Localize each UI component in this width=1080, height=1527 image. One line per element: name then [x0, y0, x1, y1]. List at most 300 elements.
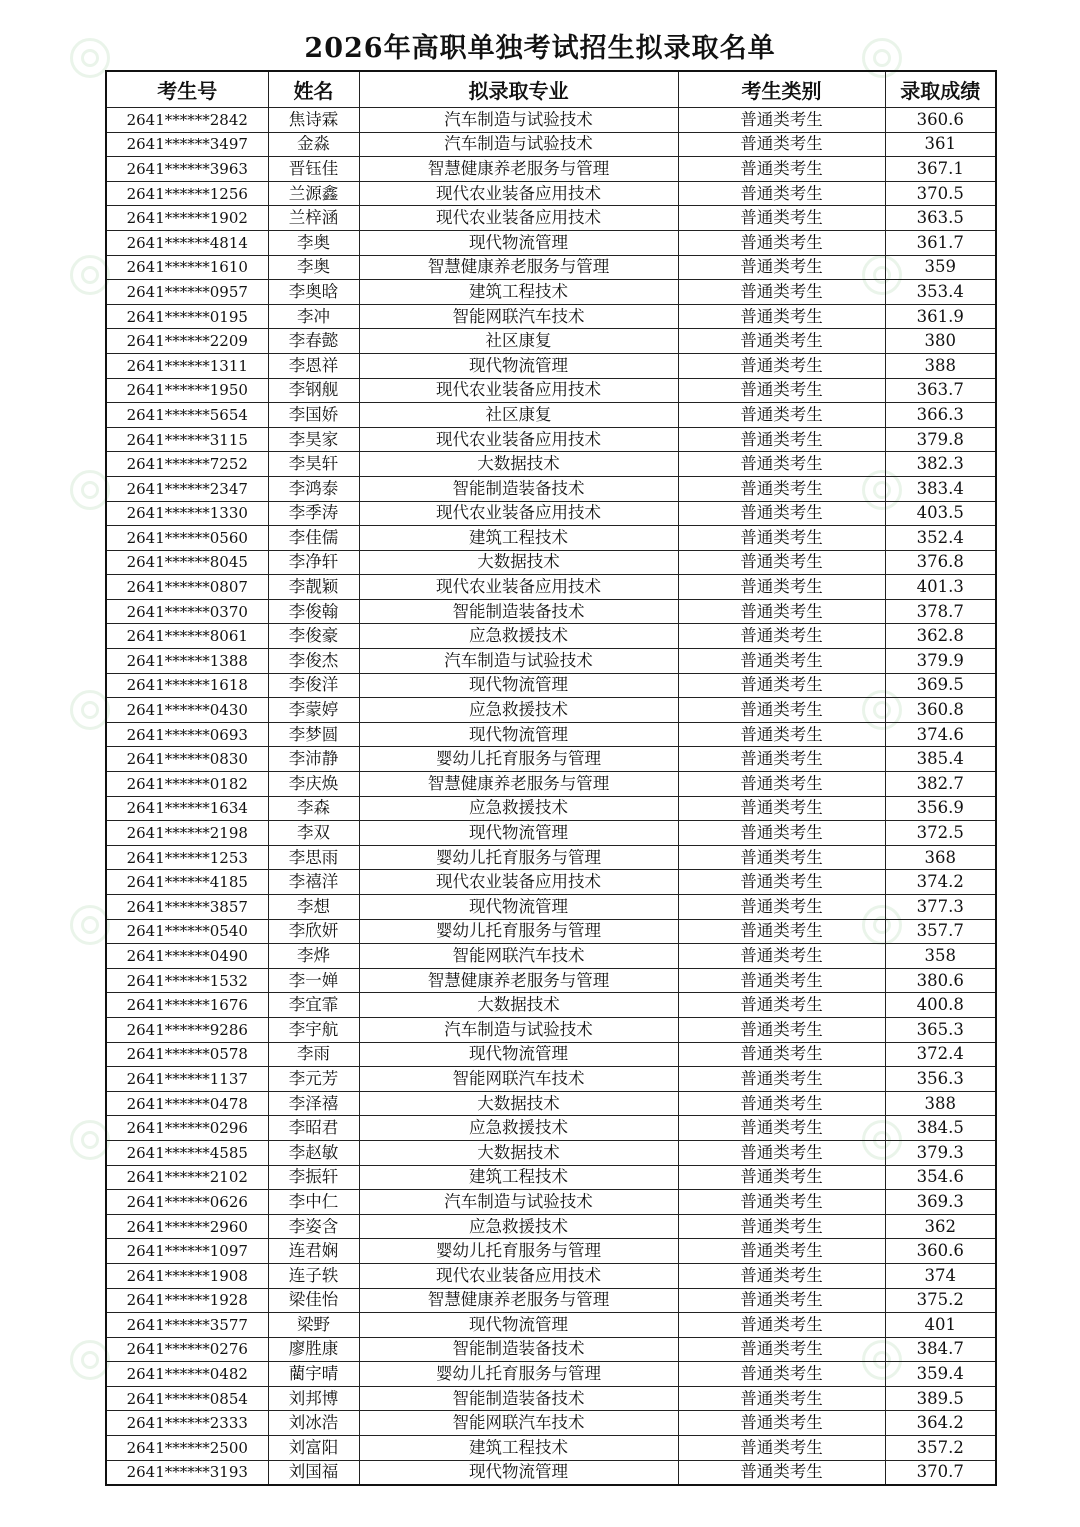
- score-cell: 370.7: [885, 1460, 996, 1485]
- major-cell: 婴幼儿托育服务与管理: [359, 845, 678, 870]
- score-cell: 367.1: [885, 157, 996, 182]
- category-cell: 普通类考生: [678, 230, 885, 255]
- major-cell: 智慧健康养老服务与管理: [359, 157, 678, 182]
- watermark-logo-icon: [70, 1120, 110, 1160]
- score-cell: 356.3: [885, 1067, 996, 1092]
- category-cell: 普通类考生: [678, 919, 885, 944]
- exam-number-cell: 2641******1097: [106, 1239, 268, 1264]
- category-cell: 普通类考生: [678, 1460, 885, 1485]
- score-cell: 379.3: [885, 1140, 996, 1165]
- major-cell: 智慧健康养老服务与管理: [359, 968, 678, 993]
- page-title: 2026年高职单独考试招生拟录取名单: [304, 33, 776, 64]
- name-cell: 李奥晗: [268, 280, 359, 305]
- name-cell: 连子轶: [268, 1263, 359, 1288]
- exam-number-cell: 2641******1950: [106, 378, 268, 403]
- score-cell: 375.2: [885, 1288, 996, 1313]
- score-cell: 369.5: [885, 673, 996, 698]
- exam-number-cell: 2641******4585: [106, 1140, 268, 1165]
- score-cell: 379.9: [885, 649, 996, 674]
- category-cell: 普通类考生: [678, 673, 885, 698]
- major-cell: 智能网联汽车技术: [359, 944, 678, 969]
- table-row: [106, 1239, 996, 1264]
- category-cell: 普通类考生: [678, 476, 885, 501]
- score-cell: 365.3: [885, 1017, 996, 1042]
- score-cell: 361.7: [885, 230, 996, 255]
- admission-table: [105, 70, 997, 1486]
- major-cell: 现代物流管理: [359, 673, 678, 698]
- table-row: [106, 501, 996, 526]
- major-cell: 智慧健康养老服务与管理: [359, 772, 678, 797]
- table-row: [106, 280, 996, 305]
- name-cell: 廖胜康: [268, 1337, 359, 1362]
- score-cell: 384.7: [885, 1337, 996, 1362]
- exam-number-cell: 2641******0830: [106, 747, 268, 772]
- category-cell: 普通类考生: [678, 501, 885, 526]
- table-row: [106, 132, 996, 157]
- exam-number-cell: 2641******0540: [106, 919, 268, 944]
- table-row: [106, 1337, 996, 1362]
- category-cell: 普通类考生: [678, 1362, 885, 1387]
- exam-number-cell: 2641******0957: [106, 280, 268, 305]
- score-cell: 361.9: [885, 304, 996, 329]
- name-cell: 兰梓涵: [268, 206, 359, 231]
- major-cell: 现代物流管理: [359, 230, 678, 255]
- major-cell: 智能制造装备技术: [359, 1337, 678, 1362]
- table-row: [106, 1214, 996, 1239]
- name-cell: 兰源鑫: [268, 181, 359, 206]
- exam-number-cell: 2641******0478: [106, 1091, 268, 1116]
- major-cell: 现代农业装备应用技术: [359, 501, 678, 526]
- table-row: [106, 1386, 996, 1411]
- name-cell: 李烨: [268, 944, 359, 969]
- table-row: [106, 304, 996, 329]
- category-cell: 普通类考生: [678, 772, 885, 797]
- category-cell: 普通类考生: [678, 157, 885, 182]
- table-row: [106, 870, 996, 895]
- category-cell: 普通类考生: [678, 1214, 885, 1239]
- category-cell: 普通类考生: [678, 722, 885, 747]
- name-cell: 李春懿: [268, 329, 359, 354]
- category-cell: 普通类考生: [678, 206, 885, 231]
- major-cell: 现代物流管理: [359, 895, 678, 920]
- major-cell: 应急救援技术: [359, 1116, 678, 1141]
- category-cell: 普通类考生: [678, 1165, 885, 1190]
- category-cell: 普通类考生: [678, 452, 885, 477]
- exam-number-cell: 2641******2347: [106, 476, 268, 501]
- table-row: [106, 1362, 996, 1387]
- category-cell: 普通类考生: [678, 526, 885, 551]
- score-cell: 382.3: [885, 452, 996, 477]
- score-cell: 383.4: [885, 476, 996, 501]
- table-row: [106, 821, 996, 846]
- name-cell: 李国娇: [268, 403, 359, 428]
- name-cell: 李泽禧: [268, 1091, 359, 1116]
- category-cell: 普通类考生: [678, 1017, 885, 1042]
- score-cell: 376.8: [885, 550, 996, 575]
- major-cell: 智能制造装备技术: [359, 1386, 678, 1411]
- score-cell: 370.5: [885, 181, 996, 206]
- major-cell: 现代物流管理: [359, 1313, 678, 1338]
- table-row: [106, 1436, 996, 1461]
- score-cell: 361: [885, 132, 996, 157]
- name-cell: 李赵敏: [268, 1140, 359, 1165]
- major-cell: 应急救援技术: [359, 796, 678, 821]
- table-row: [106, 1313, 996, 1338]
- category-cell: 普通类考生: [678, 845, 885, 870]
- table-row: [106, 968, 996, 993]
- major-cell: 现代物流管理: [359, 722, 678, 747]
- category-cell: 普通类考生: [678, 698, 885, 723]
- score-cell: 379.8: [885, 427, 996, 452]
- score-cell: 359.4: [885, 1362, 996, 1387]
- name-cell: 李中仁: [268, 1190, 359, 1215]
- major-cell: 大数据技术: [359, 550, 678, 575]
- exam-number-cell: 2641******1928: [106, 1288, 268, 1313]
- table-row: [106, 944, 996, 969]
- score-cell: 400.8: [885, 993, 996, 1018]
- major-cell: 应急救援技术: [359, 698, 678, 723]
- major-cell: 应急救援技术: [359, 1214, 678, 1239]
- score-cell: 380: [885, 329, 996, 354]
- name-cell: 李双: [268, 821, 359, 846]
- name-cell: 李禧洋: [268, 870, 359, 895]
- table-row: [106, 919, 996, 944]
- table-row: [106, 353, 996, 378]
- name-cell: 李昊轩: [268, 452, 359, 477]
- major-cell: 智能网联汽车技术: [359, 304, 678, 329]
- table-row: [106, 181, 996, 206]
- name-cell: 李一婵: [268, 968, 359, 993]
- category-cell: 普通类考生: [678, 1067, 885, 1092]
- table-row: [106, 624, 996, 649]
- major-cell: 汽车制造与试验技术: [359, 108, 678, 133]
- exam-number-cell: 2641******1256: [106, 181, 268, 206]
- score-cell: 360.6: [885, 1239, 996, 1264]
- major-cell: 智能制造装备技术: [359, 476, 678, 501]
- name-cell: 刘邦博: [268, 1386, 359, 1411]
- name-cell: 李俊洋: [268, 673, 359, 698]
- header-name: 姓名: [268, 71, 359, 108]
- exam-number-cell: 2641******0693: [106, 722, 268, 747]
- major-cell: 智能制造装备技术: [359, 599, 678, 624]
- table-row: [106, 698, 996, 723]
- major-cell: 建筑工程技术: [359, 280, 678, 305]
- score-cell: 374.6: [885, 722, 996, 747]
- major-cell: 汽车制造与试验技术: [359, 132, 678, 157]
- category-cell: 普通类考生: [678, 1411, 885, 1436]
- major-cell: 婴幼儿托育服务与管理: [359, 919, 678, 944]
- category-cell: 普通类考生: [678, 993, 885, 1018]
- table-row: [106, 1411, 996, 1436]
- name-cell: 李俊豪: [268, 624, 359, 649]
- table-row: [106, 427, 996, 452]
- score-cell: 362.8: [885, 624, 996, 649]
- table-row: [106, 1017, 996, 1042]
- exam-number-cell: 2641******2333: [106, 1411, 268, 1436]
- score-cell: 357.2: [885, 1436, 996, 1461]
- name-cell: 李昭君: [268, 1116, 359, 1141]
- category-cell: 普通类考生: [678, 895, 885, 920]
- exam-number-cell: 2641******4185: [106, 870, 268, 895]
- category-cell: 普通类考生: [678, 255, 885, 280]
- category-cell: 普通类考生: [678, 649, 885, 674]
- table-row: [106, 599, 996, 624]
- exam-number-cell: 2641******2960: [106, 1214, 268, 1239]
- header-major: 拟录取专业: [359, 71, 678, 108]
- table-row: [106, 476, 996, 501]
- category-cell: 普通类考生: [678, 1042, 885, 1067]
- watermark-logo-icon: [70, 255, 110, 295]
- table-row: [106, 1460, 996, 1485]
- category-cell: 普通类考生: [678, 944, 885, 969]
- category-cell: 普通类考生: [678, 378, 885, 403]
- major-cell: 现代物流管理: [359, 821, 678, 846]
- name-cell: 李振轩: [268, 1165, 359, 1190]
- major-cell: 社区康复: [359, 329, 678, 354]
- name-cell: 李元芳: [268, 1067, 359, 1092]
- exam-number-cell: 2641******8061: [106, 624, 268, 649]
- category-cell: 普通类考生: [678, 796, 885, 821]
- exam-number-cell: 2641******5654: [106, 403, 268, 428]
- header-category: 考生类别: [678, 71, 885, 108]
- exam-number-cell: 2641******0482: [106, 1362, 268, 1387]
- exam-number-cell: 2641******0490: [106, 944, 268, 969]
- score-cell: 360.6: [885, 108, 996, 133]
- name-cell: 李钢舰: [268, 378, 359, 403]
- category-cell: 普通类考生: [678, 575, 885, 600]
- major-cell: 智能网联汽车技术: [359, 1411, 678, 1436]
- name-cell: 刘冰浩: [268, 1411, 359, 1436]
- exam-number-cell: 2641******1908: [106, 1263, 268, 1288]
- score-cell: 384.5: [885, 1116, 996, 1141]
- category-cell: 普通类考生: [678, 132, 885, 157]
- exam-number-cell: 2641******1618: [106, 673, 268, 698]
- major-cell: 汽车制造与试验技术: [359, 649, 678, 674]
- major-cell: 现代农业装备应用技术: [359, 427, 678, 452]
- category-cell: 普通类考生: [678, 624, 885, 649]
- score-cell: 377.3: [885, 895, 996, 920]
- score-cell: 357.7: [885, 919, 996, 944]
- name-cell: 李庆焕: [268, 772, 359, 797]
- name-cell: 金淼: [268, 132, 359, 157]
- major-cell: 汽车制造与试验技术: [359, 1190, 678, 1215]
- exam-number-cell: 2641******1532: [106, 968, 268, 993]
- exam-number-cell: 2641******9286: [106, 1017, 268, 1042]
- score-cell: 388: [885, 353, 996, 378]
- exam-number-cell: 2641******4814: [106, 230, 268, 255]
- category-cell: 普通类考生: [678, 304, 885, 329]
- table-row: [106, 1042, 996, 1067]
- major-cell: 现代物流管理: [359, 353, 678, 378]
- major-cell: 建筑工程技术: [359, 526, 678, 551]
- score-cell: 360.8: [885, 698, 996, 723]
- exam-number-cell: 2641******1610: [106, 255, 268, 280]
- score-cell: 382.7: [885, 772, 996, 797]
- name-cell: 李宜霏: [268, 993, 359, 1018]
- table-row: [106, 255, 996, 280]
- exam-number-cell: 2641******1902: [106, 206, 268, 231]
- table-row: [106, 1067, 996, 1092]
- exam-number-cell: 2641******3193: [106, 1460, 268, 1485]
- table-row: [106, 845, 996, 870]
- score-cell: 374: [885, 1263, 996, 1288]
- category-cell: 普通类考生: [678, 1313, 885, 1338]
- major-cell: 社区康复: [359, 403, 678, 428]
- score-cell: 369.3: [885, 1190, 996, 1215]
- category-cell: 普通类考生: [678, 1140, 885, 1165]
- name-cell: 李俊翰: [268, 599, 359, 624]
- category-cell: 普通类考生: [678, 870, 885, 895]
- category-cell: 普通类考生: [678, 1288, 885, 1313]
- exam-number-cell: 2641******0560: [106, 526, 268, 551]
- score-cell: 363.5: [885, 206, 996, 231]
- exam-number-cell: 2641******2198: [106, 821, 268, 846]
- exam-number-cell: 2641******0430: [106, 698, 268, 723]
- table-row: [106, 575, 996, 600]
- exam-number-cell: 2641******0854: [106, 1386, 268, 1411]
- table-row: [106, 1288, 996, 1313]
- exam-number-cell: 2641******3115: [106, 427, 268, 452]
- exam-number-cell: 2641******1634: [106, 796, 268, 821]
- exam-number-cell: 2641******3857: [106, 895, 268, 920]
- name-cell: 李俊杰: [268, 649, 359, 674]
- watermark-logo-icon: [70, 1340, 110, 1380]
- score-cell: 368: [885, 845, 996, 870]
- table-row: [106, 108, 996, 133]
- major-cell: 现代物流管理: [359, 1042, 678, 1067]
- score-cell: 389.5: [885, 1386, 996, 1411]
- table-row: [106, 1116, 996, 1141]
- name-cell: 刘富阳: [268, 1436, 359, 1461]
- score-cell: 356.9: [885, 796, 996, 821]
- name-cell: 李宇航: [268, 1017, 359, 1042]
- score-cell: 380.6: [885, 968, 996, 993]
- name-cell: 李雨: [268, 1042, 359, 1067]
- name-cell: 李沛静: [268, 747, 359, 772]
- category-cell: 普通类考生: [678, 353, 885, 378]
- score-cell: 403.5: [885, 501, 996, 526]
- category-cell: 普通类考生: [678, 329, 885, 354]
- category-cell: 普通类考生: [678, 1386, 885, 1411]
- exam-number-cell: 2641******2842: [106, 108, 268, 133]
- major-cell: 建筑工程技术: [359, 1436, 678, 1461]
- major-cell: 现代物流管理: [359, 1460, 678, 1485]
- table-row: [106, 378, 996, 403]
- exam-number-cell: 2641******0182: [106, 772, 268, 797]
- major-cell: 大数据技术: [359, 1140, 678, 1165]
- table-row: [106, 649, 996, 674]
- table-row: [106, 1263, 996, 1288]
- header-score: 录取成绩: [885, 71, 996, 108]
- category-cell: 普通类考生: [678, 427, 885, 452]
- exam-number-cell: 2641******1137: [106, 1067, 268, 1092]
- score-cell: 374.2: [885, 870, 996, 895]
- category-cell: 普通类考生: [678, 1116, 885, 1141]
- exam-number-cell: 2641******0578: [106, 1042, 268, 1067]
- exam-number-cell: 2641******1388: [106, 649, 268, 674]
- table-row: [106, 673, 996, 698]
- exam-number-cell: 2641******0276: [106, 1337, 268, 1362]
- exam-number-cell: 2641******0296: [106, 1116, 268, 1141]
- name-cell: 李姿含: [268, 1214, 359, 1239]
- major-cell: 大数据技术: [359, 452, 678, 477]
- exam-number-cell: 2641******7252: [106, 452, 268, 477]
- name-cell: 李奥: [268, 255, 359, 280]
- name-cell: 李昊家: [268, 427, 359, 452]
- major-cell: 智慧健康养老服务与管理: [359, 1288, 678, 1313]
- table-row: [106, 1190, 996, 1215]
- major-cell: 建筑工程技术: [359, 1165, 678, 1190]
- category-cell: 普通类考生: [678, 1190, 885, 1215]
- name-cell: 梁佳怡: [268, 1288, 359, 1313]
- table-row: [106, 157, 996, 182]
- score-cell: 385.4: [885, 747, 996, 772]
- name-cell: 连君娴: [268, 1239, 359, 1264]
- exam-number-cell: 2641******1253: [106, 845, 268, 870]
- category-cell: 普通类考生: [678, 181, 885, 206]
- category-cell: 普通类考生: [678, 108, 885, 133]
- name-cell: 李佳儒: [268, 526, 359, 551]
- table-row: [106, 206, 996, 231]
- table-body: [106, 108, 996, 1486]
- name-cell: 李想: [268, 895, 359, 920]
- table-row: [106, 1091, 996, 1116]
- major-cell: 婴幼儿托育服务与管理: [359, 1362, 678, 1387]
- name-cell: 晋钰佳: [268, 157, 359, 182]
- major-cell: 大数据技术: [359, 993, 678, 1018]
- name-cell: 焦诗霖: [268, 108, 359, 133]
- score-cell: 372.4: [885, 1042, 996, 1067]
- name-cell: 李欣妍: [268, 919, 359, 944]
- name-cell: 李蒙婷: [268, 698, 359, 723]
- name-cell: 李奥: [268, 230, 359, 255]
- exam-number-cell: 2641******1676: [106, 993, 268, 1018]
- category-cell: 普通类考生: [678, 968, 885, 993]
- name-cell: 李森: [268, 796, 359, 821]
- category-cell: 普通类考生: [678, 1337, 885, 1362]
- name-cell: 梁野: [268, 1313, 359, 1338]
- exam-number-cell: 2641******2500: [106, 1436, 268, 1461]
- major-cell: 现代农业装备应用技术: [359, 378, 678, 403]
- score-cell: 378.7: [885, 599, 996, 624]
- table-row: [106, 1140, 996, 1165]
- category-cell: 普通类考生: [678, 599, 885, 624]
- category-cell: 普通类考生: [678, 1091, 885, 1116]
- major-cell: 婴幼儿托育服务与管理: [359, 1239, 678, 1264]
- exam-number-cell: 2641******2102: [106, 1165, 268, 1190]
- category-cell: 普通类考生: [678, 821, 885, 846]
- score-cell: 401.3: [885, 575, 996, 600]
- major-cell: 现代农业装备应用技术: [359, 206, 678, 231]
- table-header-row: [106, 71, 996, 108]
- category-cell: 普通类考生: [678, 1263, 885, 1288]
- table-row: [106, 1165, 996, 1190]
- exam-number-cell: 2641******0370: [106, 599, 268, 624]
- score-cell: 353.4: [885, 280, 996, 305]
- table-row: [106, 895, 996, 920]
- name-cell: 李思雨: [268, 845, 359, 870]
- category-cell: 普通类考生: [678, 403, 885, 428]
- major-cell: 现代农业装备应用技术: [359, 575, 678, 600]
- table-row: [106, 993, 996, 1018]
- score-cell: 364.2: [885, 1411, 996, 1436]
- header-exam-number: 考生号: [106, 71, 268, 108]
- watermark-logo-icon: [70, 905, 110, 945]
- name-cell: 李梦圆: [268, 722, 359, 747]
- major-cell: 现代农业装备应用技术: [359, 1263, 678, 1288]
- major-cell: 智慧健康养老服务与管理: [359, 255, 678, 280]
- exam-number-cell: 2641******1311: [106, 353, 268, 378]
